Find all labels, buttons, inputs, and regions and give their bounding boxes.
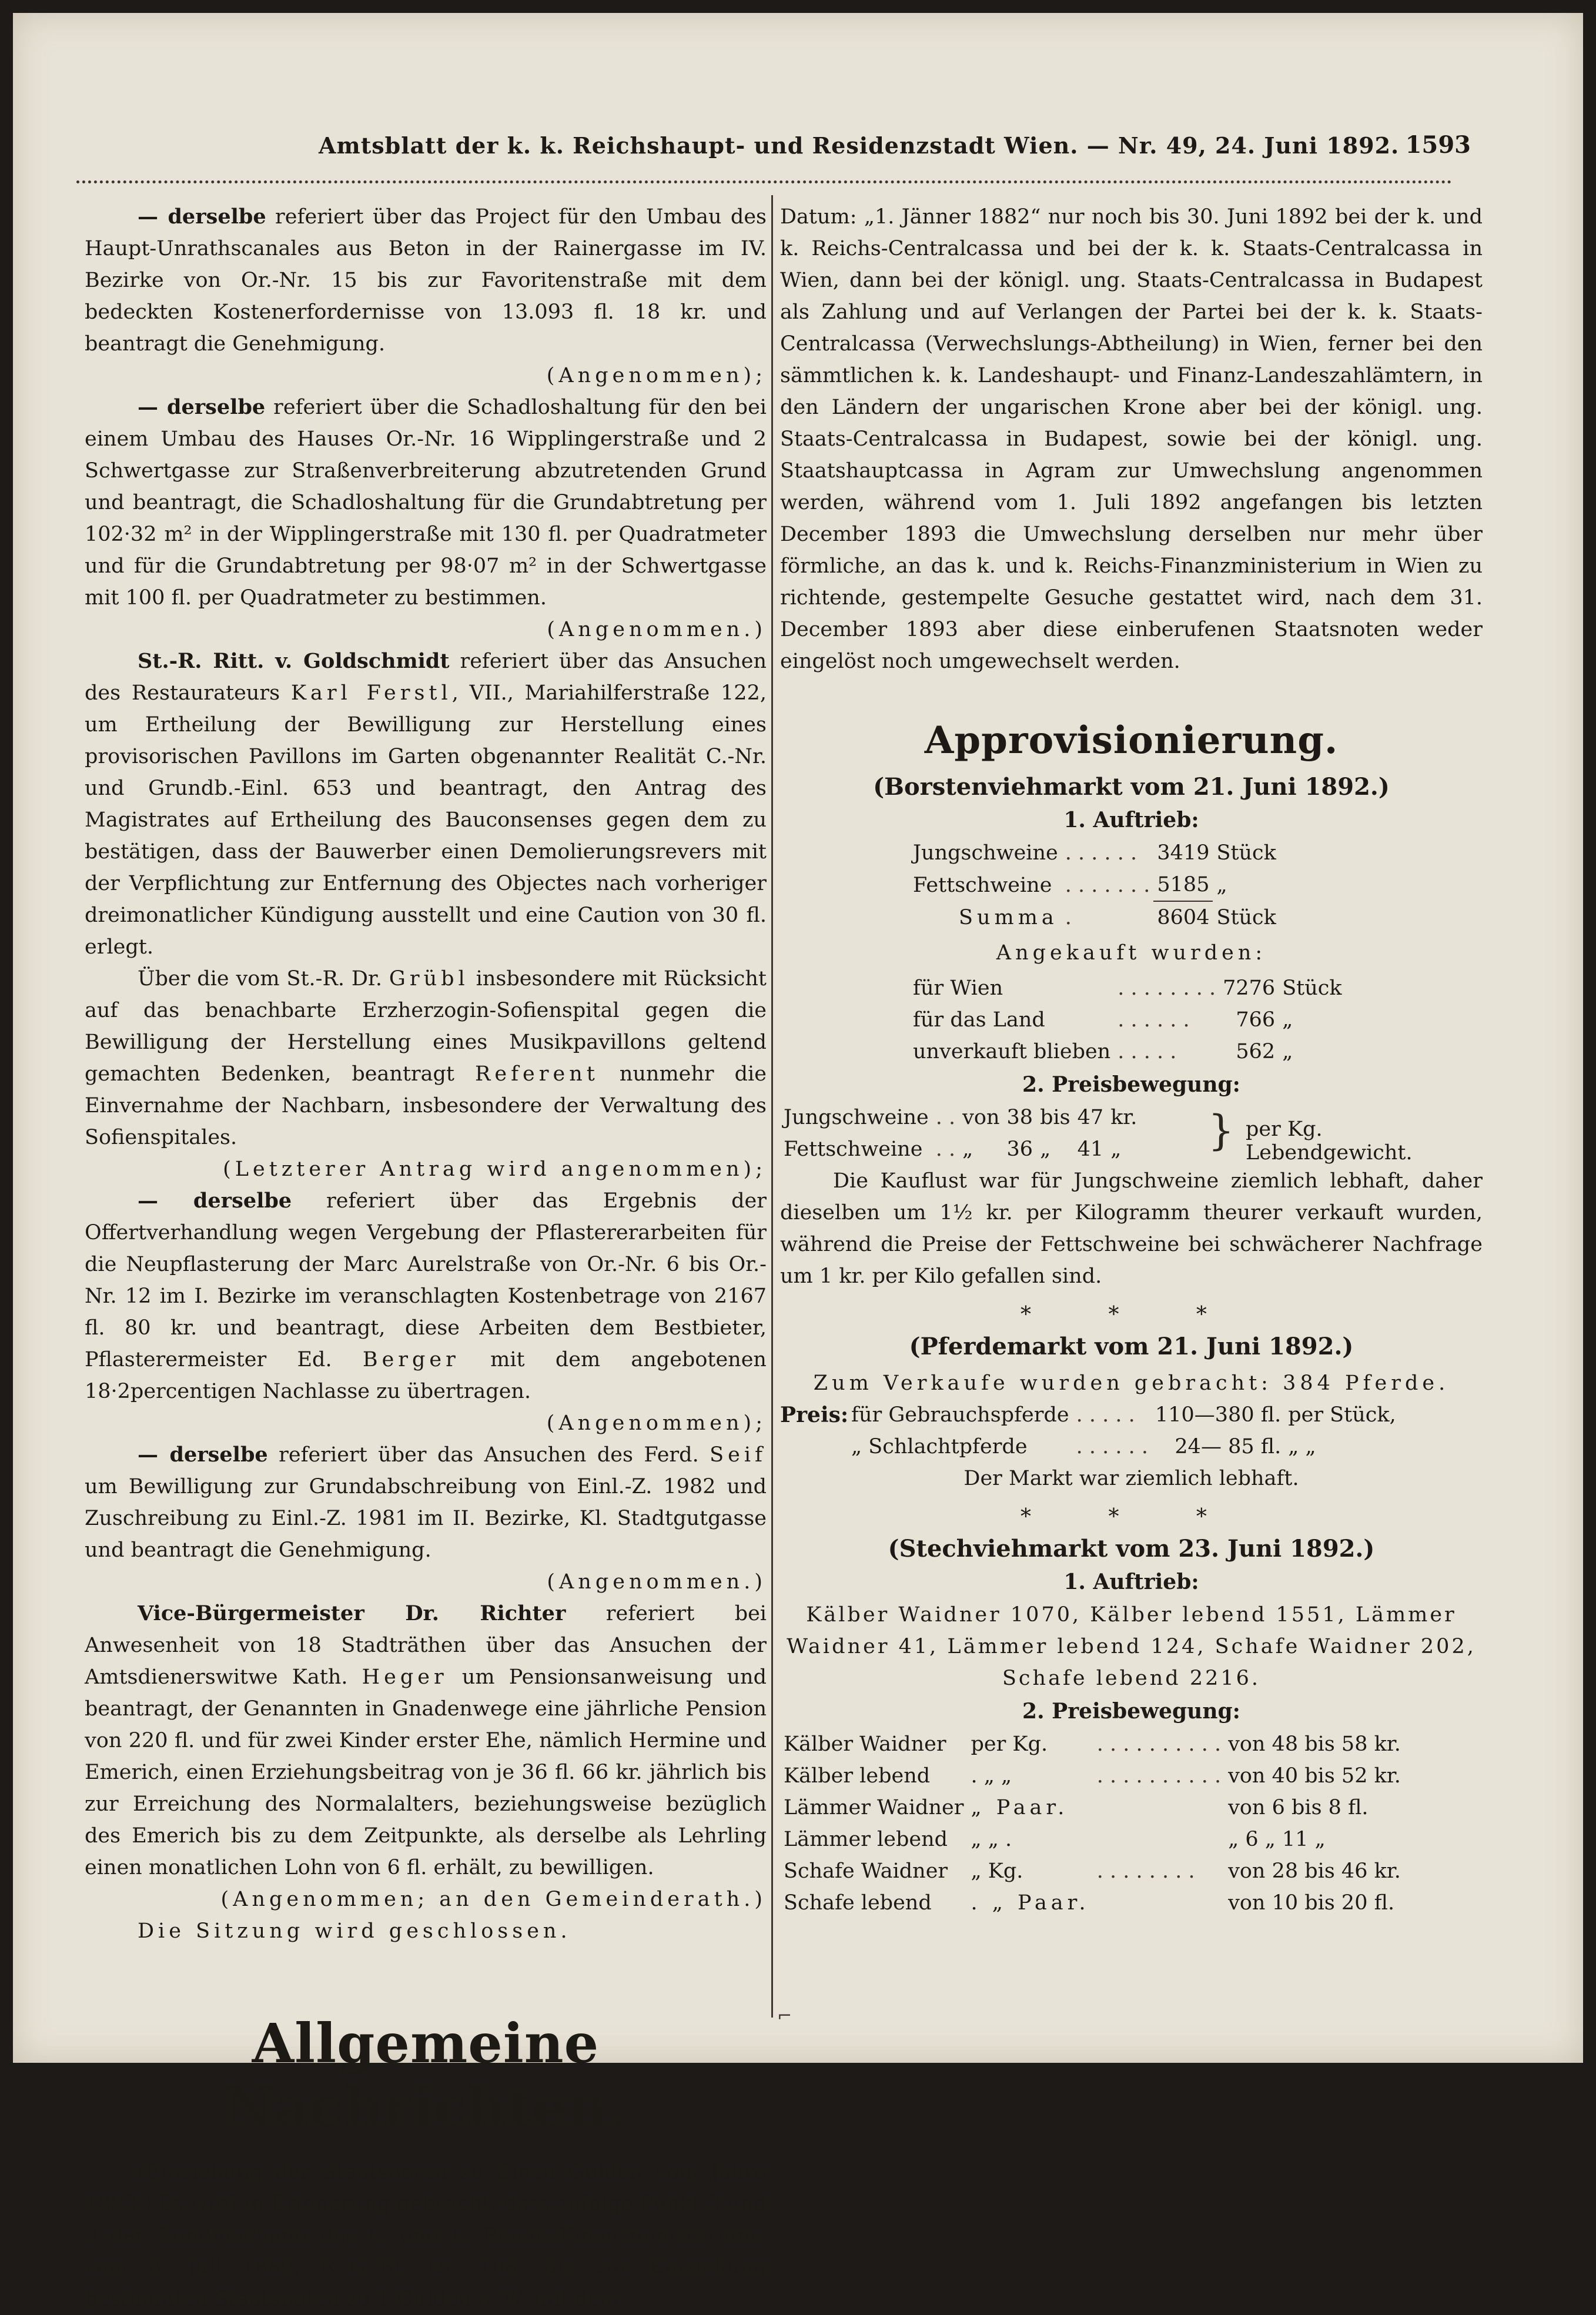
auftrieb-heading: 1. Auftrieb: bbox=[1063, 808, 1199, 832]
row-label: Kälber lebend bbox=[784, 1764, 931, 1788]
row-range: von 28 bis 46 kr. bbox=[1228, 1859, 1401, 1883]
newspaper-page bbox=[13, 13, 1583, 2311]
borstenvieh-auftrieb-table bbox=[909, 837, 1280, 934]
row-label: Jungschweine bbox=[913, 841, 1058, 865]
table-row bbox=[909, 1036, 1346, 1068]
row-label: Fettschweine bbox=[784, 1138, 923, 1161]
page-header bbox=[142, 122, 1471, 169]
table-row bbox=[780, 1887, 1404, 1919]
row-value: 5185 bbox=[1153, 869, 1213, 901]
stechviehmarkt-title: (Stechviehmarkt vom 23. Juni 1892.) bbox=[888, 1535, 1375, 1563]
borstenvieh-angekauft-table bbox=[909, 972, 1346, 1068]
row-unit-word: „ Paar. bbox=[971, 1796, 1069, 1819]
row-unit-word: per Kg. bbox=[971, 1732, 1048, 1756]
paragraph-text: mit dem angebotenen 18·2percentigen Nachlasse zu übertragen. bbox=[85, 1348, 767, 1403]
row-dots: . . . . . bbox=[1117, 1040, 1177, 1063]
row-label: Schafe lebend bbox=[784, 1891, 932, 1915]
row-unit-word: . „ Paar. bbox=[971, 1891, 1090, 1915]
row-to-word: „ bbox=[1040, 1138, 1051, 1161]
left-column bbox=[85, 201, 767, 2315]
paragraph-lead: — derselbe bbox=[138, 395, 266, 419]
row-dots: . . bbox=[935, 1138, 956, 1161]
row-unit: „ bbox=[1110, 1138, 1122, 1161]
table-row bbox=[780, 1824, 1404, 1855]
table-row-summa bbox=[909, 901, 1280, 934]
paragraph-lead: — derselbe bbox=[138, 205, 266, 229]
paragraph-schadloshaltung bbox=[85, 392, 767, 614]
row-dots bbox=[1093, 1887, 1224, 1919]
row-from-word: von bbox=[962, 1106, 1000, 1129]
row-value: 766 bbox=[1236, 1008, 1276, 1032]
row-label: für Wien bbox=[913, 976, 1003, 1000]
row-unit-word: „ Kg. bbox=[971, 1859, 1023, 1883]
resolution-result: (Angenommen); bbox=[546, 364, 767, 387]
paragraph-text: referiert über das Ansuchen des Restaurateurs bbox=[85, 650, 767, 705]
borstenvieh-preis-block bbox=[780, 1102, 1483, 1165]
person-name: Seif bbox=[710, 1443, 767, 1467]
resolution-result: (Angenommen); bbox=[546, 1411, 767, 1435]
row-label: Jungschweine bbox=[784, 1106, 929, 1129]
row-unit: Stück bbox=[1216, 905, 1276, 929]
paragraph-lead: — derselbe bbox=[138, 1189, 292, 1213]
row-label: unverkauft blieben bbox=[913, 1040, 1111, 1063]
paragraph-text: referiert über das Ergebnis der Offertverhandlung wegen Vergebung der Pflastererarbeiten für die Neupflasterung der Marc Aurelstraße von Or.-Nr. 6 bis Or.-Nr. 12 im I. Bezirke im veranschlagten Kostenbetrage von 2167 fl. 80 kr. und beantragt, diese Arbeiten dem Bestbieter, Pflasterermeister Ed. bbox=[85, 1189, 767, 1371]
row-label: Lämmer lebend bbox=[784, 1828, 948, 1851]
row-label: Schafe Waidner bbox=[784, 1859, 948, 1883]
row-dots: . . . . . . . . . . bbox=[1096, 1764, 1222, 1788]
row-label: Lämmer Waidner bbox=[784, 1796, 964, 1819]
paragraph-text: um Pensionsanweisung und beantragt, der Genannten in Gnadenwege eine jährliche Pension von 220 fl. und für zwei Kinder erster Ehe, nämlich Hermine und Emerich, einen Erziehungsbeitrag von je 36 fl. 66 kr. jährlich bis zur Erreichung des Normalalters, beziehungsweise bezüglich des Emerich bis zu dem Zeitpunkte, als derselbe als Lehrling einen monatlichen Lohn von 6 fl. erhält, zu bewilligen. bbox=[85, 1665, 767, 1879]
angekauft-heading: Angekauft wurden: bbox=[996, 941, 1267, 965]
row-value: 3419 bbox=[1157, 841, 1210, 865]
row-unit: Stück bbox=[1282, 976, 1342, 1000]
pferdemarkt-remark: Der Markt war ziemlich lebhaft. bbox=[963, 1467, 1299, 1490]
row-label: Kälber Waidner bbox=[784, 1732, 946, 1756]
resolution-result: (Angenommen; an den Gemeinderath.) bbox=[220, 1888, 767, 1911]
row-unit: „ bbox=[1216, 873, 1227, 897]
paragraph-pension bbox=[85, 1598, 767, 1884]
row-range: von 6 bis 8 fl. bbox=[1228, 1796, 1369, 1819]
section-title-approvisionierung: Approvisionierung. bbox=[924, 718, 1339, 762]
page-number: 1593 bbox=[1405, 131, 1471, 159]
resolution-result: (Angenommen.) bbox=[547, 618, 767, 641]
row-dots: . . bbox=[935, 1106, 956, 1129]
row-from: 36 bbox=[1006, 1138, 1033, 1161]
row-range: von 40 bis 52 kr. bbox=[1228, 1764, 1401, 1788]
row-from: 38 bbox=[1006, 1106, 1033, 1129]
pferdemarkt-title: (Pferdemarkt vom 21. Juni 1892.) bbox=[909, 1333, 1354, 1360]
preisbewegung-heading: 2. Preisbewegung: bbox=[1022, 1699, 1240, 1724]
paragraph-lead: — derselbe bbox=[138, 1443, 268, 1467]
row-dots: . . . . . . bbox=[1076, 1435, 1148, 1458]
paragraph-staatsnoten: (Einziehung der Staatsnoten zu Einen Gulden vom Jahre 1882.) Es wird in Erinnerung gebracht, dass zufolge Punkt 2 und 3 der Kundmachung des k. und k. Reichs-Finanzministeriums vom 8. Juli 1889, R.-G.-Bl. Nr. 108, die zur Einziehung bestimmten Staatsnoten zu 1 Gulden ö. W. mit dem bbox=[85, 2160, 767, 2311]
table-row bbox=[848, 1399, 1400, 1431]
row-unit: „ bbox=[1282, 1040, 1293, 1063]
row-unit: „ „ bbox=[1288, 1435, 1316, 1458]
row-to: 41 bbox=[1077, 1138, 1104, 1161]
person-name: Grübl bbox=[389, 967, 469, 991]
session-closing: Die Sitzung wird geschlossen. bbox=[138, 1919, 571, 1943]
section-title-allgemeine-nachrichten: Allgemeine Nachrichten. bbox=[224, 2012, 627, 2139]
column-divider bbox=[771, 195, 773, 2018]
table-row bbox=[780, 1728, 1404, 1760]
paragraph-text: um Bewilligung zur Grundabschreibung von Einl.-Z. 1982 und Zuschreibung zu Einl.-Z. 1981 im II. Bezirke, Kl. Stadtgutgasse und beantragt die Genehmigung. bbox=[85, 1475, 767, 1562]
row-label: Fettschweine bbox=[913, 873, 1052, 897]
row-unit: Stück bbox=[1216, 841, 1276, 865]
row-range: „ 6 „ 11 „ bbox=[1228, 1828, 1326, 1851]
row-range: von 10 bis 20 fl. bbox=[1228, 1891, 1395, 1915]
brace-icon: } bbox=[1208, 1106, 1234, 1155]
paragraph-text: nunmehr die Einvernahme der Nachbarn, insbesondere der Verwaltung des Sofienspitales. bbox=[85, 1062, 767, 1149]
preis-note: per Kg. Lebendgewicht. bbox=[1246, 1118, 1413, 1165]
row-dots: . . . . . . . . . . bbox=[1096, 1732, 1222, 1756]
stechvieh-auftrieb-text: Kälber Waidner 1070, Kälber lebend 1551, Lämmer Waidner 41, Lämmer lebend 124, Schafe Waidner 202, Schafe lebend 2216. bbox=[787, 1603, 1476, 1690]
resolution-result: (Letzterer Antrag wird angenommen); bbox=[223, 1158, 767, 1181]
referent-label: Referent bbox=[475, 1062, 599, 1086]
header-divider bbox=[76, 180, 1452, 183]
preis-label: Preis: bbox=[780, 1403, 849, 1427]
table-row bbox=[848, 1431, 1400, 1463]
person-name: Berger bbox=[362, 1348, 460, 1371]
section-separator-stars: * * * bbox=[1020, 1303, 1242, 1327]
auftrieb-heading: 1. Auftrieb: bbox=[1063, 1570, 1199, 1594]
row-unit: kr. bbox=[1110, 1106, 1137, 1129]
row-from-word: „ bbox=[962, 1138, 973, 1161]
row-dots: . . . . . . . . bbox=[1117, 976, 1216, 1000]
table-row bbox=[909, 1004, 1346, 1036]
paragraph-text: referiert über das Ansuchen des Ferd. bbox=[279, 1443, 699, 1467]
resolution-result: (Angenommen.) bbox=[547, 1570, 767, 1594]
row-to-word: bis bbox=[1040, 1106, 1070, 1129]
paragraph-lead: Vice-Bürgermeister Dr. Richter bbox=[138, 1601, 566, 1625]
row-dots bbox=[1093, 1824, 1224, 1855]
row-label: „ Schlachtpferde bbox=[851, 1435, 1028, 1458]
row-label: für Gebrauchspferde bbox=[851, 1403, 1069, 1427]
table-row bbox=[780, 1760, 1404, 1792]
table-row bbox=[909, 869, 1280, 901]
borstenvieh-remark: Die Kauflust war für Jungschweine ziemlich lebhaft, daher dieselben um 1½ kr. per Kilogramm theurer verkauft wurden, während die Preise der Fettschweine bei schwächerer Nachfrage um 1 kr. per Kilo gefallen sind. bbox=[780, 1169, 1483, 1288]
stechvieh-preis-table bbox=[780, 1728, 1404, 1919]
paragraph-musikpavillon bbox=[85, 963, 767, 1153]
paragraph-staatsnoten-continued: Datum: „1. Jänner 1882“ nur noch bis 30. Juni 1892 bei der k. und k. Reichs-Centralcassa und bei der k. k. Staats-Centralcassa in Wien, dann bei der königl. ung. Staats-Centralcassa in Budapest als Zahlung und auf Verlangen der Partei bei der k. k. Staats-Centralcassa (Verwechslungs-Abtheilung) in Wien, ferner bei den sämmtlichen k. k. Landeshaupt- und Finanz-Landeszahlämtern, in den Ländern der ungarischen Krone aber bei der königl. ung. Staats-Centralcassa in Budapest, sowie bei der königl. ung. Staatshauptcassa in Agram zur Umwechslung angenommen werden, während vom 1. Juli 1892 angefangen bis letzten December 1893 die Umwechslung derselben nur mehr über förmliche, an das k. und k. Reichs-Finanzministerium in Wien zu richtende, gestempelte Gesuche gestattet wird, nach dem 31. December 1893 aber diese einberufenen Staatsnoten weder eingelöst noch umgewechselt werden. bbox=[780, 205, 1483, 673]
row-dots: . . . . . bbox=[1076, 1403, 1135, 1427]
preisbewegung-heading: 2. Preisbewegung: bbox=[1022, 1072, 1240, 1097]
row-value: 24— 85 fl. bbox=[1175, 1435, 1282, 1458]
paragraph-text: Über die vom St.-R. Dr. bbox=[138, 967, 382, 991]
row-dots bbox=[1093, 1792, 1224, 1824]
paragraph-text: referiert über die Schadloshaltung für den bei einem Umbau des Hauses Or.-Nr. 16 Wipplingerstraße und 2 Schwertgasse zur Straßenverbreiterung abzutretenden Grund und beantragt, die Schadloshaltung für die Grundabtretung per 102·32 m² in der Wipplingerstraße mit 130 fl. per Quadratmeter und für die Grundabtretung per 98·07 m² in der Schwertgasse mit 100 fl. per Quadratmeter zu bestimmen. bbox=[85, 396, 767, 610]
footer-mark: ⌐ bbox=[777, 2006, 792, 2026]
table-row bbox=[909, 972, 1346, 1004]
right-column bbox=[780, 201, 1483, 1919]
row-range: von 48 bis 58 kr. bbox=[1228, 1732, 1401, 1756]
person-name: Heger bbox=[362, 1665, 448, 1689]
table-row bbox=[780, 1102, 1140, 1133]
table-row bbox=[780, 1133, 1140, 1165]
paragraph-lead: St.-R. Ritt. v. Goldschmidt bbox=[138, 649, 450, 673]
table-row bbox=[780, 1792, 1404, 1824]
summa-value: 8604 bbox=[1157, 906, 1210, 929]
paragraph-pflasterung bbox=[85, 1185, 767, 1407]
row-dots: . . . . . . bbox=[1065, 841, 1137, 865]
row-value: 562 bbox=[1236, 1040, 1276, 1063]
pferdemarkt-preis-block bbox=[780, 1399, 1483, 1463]
row-unit: per Stück, bbox=[1288, 1403, 1396, 1427]
borstenvieh-preis-table bbox=[780, 1102, 1140, 1165]
row-value: 110—380 fl. bbox=[1155, 1403, 1282, 1427]
table-row bbox=[780, 1855, 1404, 1887]
row-dots: . . . . . . . . bbox=[1096, 1859, 1195, 1883]
paragraph-umbau-canal bbox=[85, 201, 767, 360]
row-unit: „ bbox=[1282, 1008, 1293, 1032]
pferdemarkt-intro: Zum Verkaufe wurden gebracht: 384 Pferde. bbox=[813, 1371, 1450, 1395]
paragraph-grundabschreibung bbox=[85, 1439, 767, 1566]
borstenvieh-title: (Borstenviehmarkt vom 21. Juni 1892.) bbox=[873, 773, 1390, 801]
paragraph-pavillon bbox=[85, 645, 767, 963]
paragraph-text: referiert bei Anwesenheit von 18 Stadträthen über das Ansuchen der Amtsdienerswitwe Kath. bbox=[85, 1602, 767, 1689]
row-value: 7276 bbox=[1223, 976, 1276, 1000]
row-unit-word: „ „ . bbox=[971, 1828, 1012, 1851]
row-to: 47 bbox=[1077, 1106, 1104, 1129]
row-label: für das Land bbox=[913, 1008, 1045, 1032]
row-dots: . . . . . . . bbox=[1065, 873, 1150, 897]
pferdemarkt-preis-table bbox=[848, 1399, 1400, 1463]
header-title: Amtsblatt der k. k. Reichshaupt- und Residenzstadt Wien. — Nr. 49, 24. Juni 1892. bbox=[319, 132, 1400, 159]
summa-label: Summa bbox=[958, 905, 1058, 929]
table-row bbox=[909, 837, 1280, 869]
section-separator-stars: * * * bbox=[1020, 1505, 1242, 1529]
person-name: Karl Ferstl bbox=[290, 681, 452, 705]
paragraph-text: , VII., Mariahilferstraße 122, um Ertheilung der Bewilligung zur Herstellung eines provisorischen Pavillons im Garten obgenannter Realität C.-Nr. und Grundb.-Einl. 653 und beantragt, den Antrag des Magistrates auf Ertheilung des Bauconsenses gegen dem zu bestätigen, dass der Bauwerber einen Demolierungsrevers mit der Verpflichtung zur Entfernung des Objectes nach vorheriger dreimonatlicher Kündigung ausstellt und eine Caution von 30 fl. erlegt. bbox=[85, 681, 767, 959]
row-dots: . . . . . . bbox=[1117, 1008, 1190, 1032]
row-dots: . bbox=[1065, 905, 1072, 929]
paragraph-text: referiert über das Project für den Umbau des Haupt-Unrathscanales aus Beton in der Rainergasse im IV. Bezirke von Or.-Nr. 15 bis zur Favoritenstraße mit dem bedeckten Kostenerfordernisse von 13.093 fl. 18 kr. und beantragt die Genehmigung. bbox=[85, 205, 767, 356]
paragraph-text: insbesondere mit Rücksicht auf das benachbarte Erzherzogin-Sofienspital gegen die Bewilligung der Herstellung eines Musikpavillons geltend gemachten Bedenken, beantragt bbox=[85, 967, 767, 1086]
row-unit-word: . „ „ bbox=[971, 1764, 1012, 1788]
